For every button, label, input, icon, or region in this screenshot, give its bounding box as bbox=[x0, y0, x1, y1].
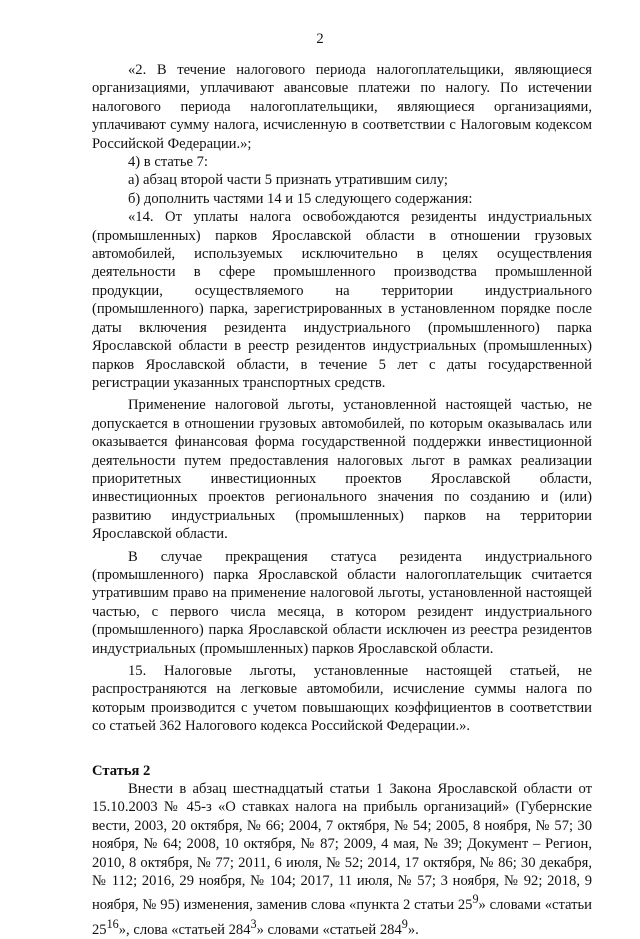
paragraph-item4: 4) в статье 7: bbox=[128, 154, 208, 171]
article-text-part1: Внести в абзац шестнадцатый статьи 1 Закона Ярославской области от 15.10.2003 № 45-з «О ставках налога на прибыль организаций» (Губернские вести, 2003, 20 октября, № 66; 2004, 7 октября, № 54; 2005, 8 ноября, № 57; 30 ноября, № 64; 2008, 10 октября, № 87; 2009, 4 мая, № 39; Документ – Регион, 2010, 8 октября, № 77; 2011, 6 июля, № 52; 2014, 17 октября, № 86; 30 декабря, № 112; 2016, 29 ноября, № 104; 2017, 11 июля, № 57; 3 ноября, № 92; 2018, 9 ноября, № 95) изменения, заменив слова «пункта 2 статьи 25 bbox=[92, 781, 592, 914]
paragraph-item-b: б) дополнить частями 14 и 15 следующего содержания: bbox=[128, 190, 473, 207]
article-heading: Статья 2 bbox=[92, 762, 151, 779]
superscript-4: 9 bbox=[401, 916, 408, 931]
article-text-part2: » словами «статьи 25 bbox=[92, 897, 592, 938]
paragraph-item-a: а) абзац второй части 5 признать утратившим силу; bbox=[128, 172, 448, 189]
superscript-2: 16 bbox=[106, 916, 119, 931]
paragraph-application: Применение налоговой льготы, установленной настоящей частью, не допускается в отношении грузовых автомобилей, по которым оказывалась или оказывается финансовая форма государственной поддержки инвестиционной деятельности путем предоставления налоговых льгот в рамках реализации приоритетных инвестиционных проектов Ярославской области, инвестиционных проектов регионального значения по созданию и (или) развитию индустриальных (промышленных) парков на территории Ярославской области. bbox=[92, 397, 592, 543]
page-number: 2 bbox=[316, 31, 324, 47]
paragraph-item2: «2. В течение налогового периода налогоплательщики, являющиеся организациями, уплачивают авансовые платежи по налогу. По истечении налогового периода налогоплательщики, являющиеся организациями, уплачивают сумму налога, исчисленную в соответствии с Налоговым кодексом Российской Федерации.»; bbox=[92, 62, 592, 152]
paragraph-part14: «14. От уплаты налога освобождаются резиденты индустриальных (промышленных) парков Ярославской области в отношении грузовых автомобилей, используемых исключительно в целях осуществления деятельности в сфере промышленного производства промышленной продукции, осуществляемого на территории индустриального (промышленного) парка, зарегистрированных в установленном порядке после даты включения резидента индустриального (промышленного) парка Ярославской области в реестр резидентов индустриальных (промышленных) парков Ярославской области, в течение 5 лет с даты государственной регистрации указанных транспортных средств. bbox=[92, 209, 592, 391]
article-text-part3: », слова «статьей 284 bbox=[118, 921, 251, 938]
paragraph-part15: 15. Налоговые льготы, установленные настоящей статьей, не распространяются на легковые автомобили, исчисление суммы налога по которым производится с учетом повышающих коэффициентов в соответствии со статьей 362 Налогового кодекса Российской Федерации.». bbox=[92, 663, 592, 735]
article-text-part4: » словами «статьей 284 bbox=[256, 921, 402, 938]
paragraph-article2 bbox=[92, 780, 592, 939]
superscript-1: 9 bbox=[472, 892, 479, 907]
superscript-3: 3 bbox=[250, 916, 257, 931]
article-text-part5: ». bbox=[407, 921, 419, 938]
paragraph-termination: В случае прекращения статуса резидента индустриального (промышленного) парка Ярославской области налогоплательщик считается утратившим право на применение налоговой льготы, установленной настоящей частью, с первого числа месяца, в котором резидент индустриального (промышленного) парка Ярославской области исключен из реестра резидентов индустриальных (промышленных) парков Ярославской области. bbox=[92, 548, 592, 657]
document-body bbox=[92, 61, 592, 939]
